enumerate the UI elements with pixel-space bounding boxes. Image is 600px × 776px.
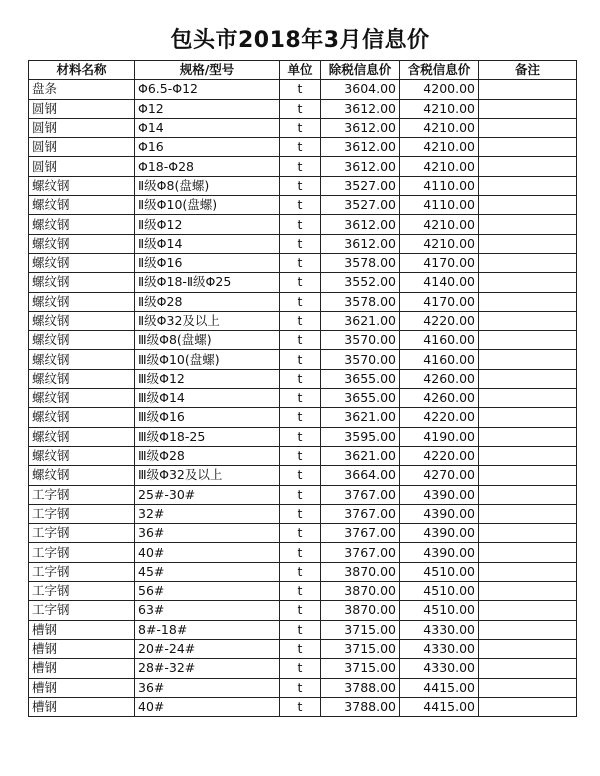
cell-remarks bbox=[479, 639, 577, 658]
cell-material-name: 工字钢 bbox=[29, 582, 135, 601]
cell-material-name: 螺纹钢 bbox=[29, 446, 135, 465]
cell-remarks bbox=[479, 369, 577, 388]
cell-price-excl-tax: 3621.00 bbox=[321, 408, 400, 427]
cell-price-incl-tax: 4390.00 bbox=[400, 524, 479, 543]
cell-price-incl-tax: 4510.00 bbox=[400, 601, 479, 620]
table-row bbox=[29, 389, 577, 408]
cell-price-excl-tax: 3595.00 bbox=[321, 427, 400, 446]
cell-remarks bbox=[479, 485, 577, 504]
cell-material-name: 工字钢 bbox=[29, 524, 135, 543]
cell-remarks bbox=[479, 408, 577, 427]
table-row bbox=[29, 331, 577, 350]
cell-remarks bbox=[479, 311, 577, 330]
cell-spec-model: 20#-24# bbox=[135, 639, 280, 658]
cell-unit: t bbox=[280, 389, 321, 408]
cell-spec-model: Φ12 bbox=[135, 99, 280, 118]
cell-unit: t bbox=[280, 80, 321, 99]
cell-price-excl-tax: 3570.00 bbox=[321, 331, 400, 350]
cell-spec-model: 56# bbox=[135, 582, 280, 601]
cell-unit: t bbox=[280, 292, 321, 311]
cell-unit: t bbox=[280, 118, 321, 137]
cell-material-name: 圆钢 bbox=[29, 157, 135, 176]
table-row bbox=[29, 118, 577, 137]
cell-price-incl-tax: 4220.00 bbox=[400, 408, 479, 427]
cell-material-name: 工字钢 bbox=[29, 543, 135, 562]
cell-price-incl-tax: 4390.00 bbox=[400, 485, 479, 504]
table-row bbox=[29, 253, 577, 272]
header-unit: 单位 bbox=[280, 61, 321, 80]
cell-price-incl-tax: 4510.00 bbox=[400, 582, 479, 601]
cell-price-excl-tax: 3527.00 bbox=[321, 176, 400, 195]
cell-unit: t bbox=[280, 601, 321, 620]
cell-price-excl-tax: 3767.00 bbox=[321, 524, 400, 543]
cell-price-incl-tax: 4110.00 bbox=[400, 176, 479, 195]
cell-unit: t bbox=[280, 176, 321, 195]
cell-price-incl-tax: 4200.00 bbox=[400, 80, 479, 99]
cell-unit: t bbox=[280, 524, 321, 543]
cell-spec-model: 36# bbox=[135, 524, 280, 543]
cell-material-name: 盘条 bbox=[29, 80, 135, 99]
header-price-excl-tax: 除税信息价 bbox=[321, 61, 400, 80]
cell-price-incl-tax: 4160.00 bbox=[400, 331, 479, 350]
cell-spec-model: Ⅲ级Φ12 bbox=[135, 369, 280, 388]
table-row bbox=[29, 369, 577, 388]
cell-price-excl-tax: 3578.00 bbox=[321, 292, 400, 311]
cell-material-name: 螺纹钢 bbox=[29, 292, 135, 311]
cell-price-excl-tax: 3552.00 bbox=[321, 273, 400, 292]
table-row bbox=[29, 311, 577, 330]
cell-material-name: 螺纹钢 bbox=[29, 253, 135, 272]
cell-unit: t bbox=[280, 446, 321, 465]
cell-price-incl-tax: 4260.00 bbox=[400, 369, 479, 388]
table-row bbox=[29, 659, 577, 678]
cell-price-excl-tax: 3870.00 bbox=[321, 582, 400, 601]
cell-spec-model: Φ14 bbox=[135, 118, 280, 137]
cell-price-incl-tax: 4415.00 bbox=[400, 697, 479, 716]
cell-price-incl-tax: 4220.00 bbox=[400, 311, 479, 330]
cell-remarks bbox=[479, 118, 577, 137]
cell-remarks bbox=[479, 389, 577, 408]
cell-price-excl-tax: 3788.00 bbox=[321, 697, 400, 716]
cell-spec-model: 36# bbox=[135, 678, 280, 697]
cell-material-name: 螺纹钢 bbox=[29, 176, 135, 195]
cell-material-name: 工字钢 bbox=[29, 562, 135, 581]
cell-spec-model: Ⅱ级Φ8(盘螺) bbox=[135, 176, 280, 195]
table-row bbox=[29, 678, 577, 697]
cell-material-name: 螺纹钢 bbox=[29, 234, 135, 253]
cell-spec-model: Ⅲ级Φ32及以上 bbox=[135, 466, 280, 485]
cell-price-excl-tax: 3612.00 bbox=[321, 234, 400, 253]
cell-remarks bbox=[479, 524, 577, 543]
cell-spec-model: Ⅱ级Φ18-Ⅱ级Φ25 bbox=[135, 273, 280, 292]
cell-price-excl-tax: 3527.00 bbox=[321, 196, 400, 215]
cell-material-name: 螺纹钢 bbox=[29, 369, 135, 388]
cell-material-name: 圆钢 bbox=[29, 99, 135, 118]
cell-price-excl-tax: 3715.00 bbox=[321, 639, 400, 658]
cell-unit: t bbox=[280, 562, 321, 581]
cell-unit: t bbox=[280, 620, 321, 639]
header-spec-model: 规格/型号 bbox=[135, 61, 280, 80]
header-price-incl-tax: 含税信息价 bbox=[400, 61, 479, 80]
cell-price-incl-tax: 4330.00 bbox=[400, 639, 479, 658]
cell-price-excl-tax: 3612.00 bbox=[321, 99, 400, 118]
cell-material-name: 槽钢 bbox=[29, 639, 135, 658]
cell-material-name: 螺纹钢 bbox=[29, 466, 135, 485]
cell-unit: t bbox=[280, 466, 321, 485]
cell-unit: t bbox=[280, 234, 321, 253]
cell-unit: t bbox=[280, 582, 321, 601]
cell-spec-model: Ⅲ级Φ18-25 bbox=[135, 427, 280, 446]
cell-remarks bbox=[479, 582, 577, 601]
cell-unit: t bbox=[280, 350, 321, 369]
cell-price-excl-tax: 3612.00 bbox=[321, 157, 400, 176]
table-row bbox=[29, 639, 577, 658]
cell-material-name: 工字钢 bbox=[29, 485, 135, 504]
table-row bbox=[29, 466, 577, 485]
table-row bbox=[29, 157, 577, 176]
cell-unit: t bbox=[280, 215, 321, 234]
cell-material-name: 工字钢 bbox=[29, 601, 135, 620]
cell-remarks bbox=[479, 234, 577, 253]
cell-spec-model: Φ6.5-Φ12 bbox=[135, 80, 280, 99]
header-material-name: 材料名称 bbox=[29, 61, 135, 80]
cell-spec-model: Ⅲ级Φ28 bbox=[135, 446, 280, 465]
cell-unit: t bbox=[280, 697, 321, 716]
cell-remarks bbox=[479, 215, 577, 234]
cell-remarks bbox=[479, 620, 577, 639]
cell-unit: t bbox=[280, 369, 321, 388]
cell-remarks bbox=[479, 466, 577, 485]
table-header-row bbox=[29, 61, 577, 80]
cell-unit: t bbox=[280, 331, 321, 350]
cell-price-incl-tax: 4160.00 bbox=[400, 350, 479, 369]
cell-price-incl-tax: 4190.00 bbox=[400, 427, 479, 446]
cell-remarks bbox=[479, 678, 577, 697]
table-row bbox=[29, 292, 577, 311]
cell-spec-model: 25#-30# bbox=[135, 485, 280, 504]
cell-price-incl-tax: 4330.00 bbox=[400, 659, 479, 678]
cell-unit: t bbox=[280, 678, 321, 697]
cell-price-excl-tax: 3767.00 bbox=[321, 504, 400, 523]
cell-remarks bbox=[479, 138, 577, 157]
cell-spec-model: 32# bbox=[135, 504, 280, 523]
cell-unit: t bbox=[280, 273, 321, 292]
cell-price-excl-tax: 3870.00 bbox=[321, 562, 400, 581]
cell-spec-model: Ⅲ级Φ14 bbox=[135, 389, 280, 408]
cell-price-excl-tax: 3664.00 bbox=[321, 466, 400, 485]
cell-remarks bbox=[479, 273, 577, 292]
cell-spec-model: Ⅱ级Φ14 bbox=[135, 234, 280, 253]
table-row bbox=[29, 99, 577, 118]
cell-unit: t bbox=[280, 138, 321, 157]
cell-price-incl-tax: 4210.00 bbox=[400, 138, 479, 157]
table-row bbox=[29, 196, 577, 215]
table-body bbox=[29, 80, 577, 717]
header-remarks: 备注 bbox=[479, 61, 577, 80]
page-title: 包头市2018年3月信息价 bbox=[170, 28, 430, 53]
cell-material-name: 螺纹钢 bbox=[29, 196, 135, 215]
cell-price-incl-tax: 4330.00 bbox=[400, 620, 479, 639]
cell-remarks bbox=[479, 176, 577, 195]
cell-unit: t bbox=[280, 196, 321, 215]
table-row bbox=[29, 601, 577, 620]
cell-price-excl-tax: 3715.00 bbox=[321, 659, 400, 678]
cell-price-excl-tax: 3612.00 bbox=[321, 138, 400, 157]
cell-price-incl-tax: 4260.00 bbox=[400, 389, 479, 408]
cell-price-incl-tax: 4210.00 bbox=[400, 157, 479, 176]
cell-price-excl-tax: 3870.00 bbox=[321, 601, 400, 620]
cell-material-name: 螺纹钢 bbox=[29, 311, 135, 330]
table-row bbox=[29, 524, 577, 543]
cell-unit: t bbox=[280, 157, 321, 176]
cell-remarks bbox=[479, 543, 577, 562]
cell-price-incl-tax: 4210.00 bbox=[400, 234, 479, 253]
cell-remarks bbox=[479, 331, 577, 350]
cell-price-incl-tax: 4170.00 bbox=[400, 253, 479, 272]
cell-spec-model: 40# bbox=[135, 697, 280, 716]
cell-remarks bbox=[479, 427, 577, 446]
cell-remarks bbox=[479, 196, 577, 215]
cell-spec-model: 40# bbox=[135, 543, 280, 562]
cell-spec-model: Φ18-Φ28 bbox=[135, 157, 280, 176]
cell-spec-model: 63# bbox=[135, 601, 280, 620]
cell-remarks bbox=[479, 562, 577, 581]
cell-spec-model: 45# bbox=[135, 562, 280, 581]
cell-price-incl-tax: 4140.00 bbox=[400, 273, 479, 292]
cell-price-excl-tax: 3767.00 bbox=[321, 485, 400, 504]
cell-unit: t bbox=[280, 504, 321, 523]
cell-unit: t bbox=[280, 543, 321, 562]
cell-price-incl-tax: 4210.00 bbox=[400, 99, 479, 118]
cell-unit: t bbox=[280, 99, 321, 118]
cell-remarks bbox=[479, 80, 577, 99]
cell-material-name: 工字钢 bbox=[29, 504, 135, 523]
cell-price-excl-tax: 3578.00 bbox=[321, 253, 400, 272]
cell-price-excl-tax: 3570.00 bbox=[321, 350, 400, 369]
cell-material-name: 槽钢 bbox=[29, 697, 135, 716]
cell-price-excl-tax: 3655.00 bbox=[321, 389, 400, 408]
cell-remarks bbox=[479, 350, 577, 369]
cell-price-excl-tax: 3655.00 bbox=[321, 369, 400, 388]
cell-spec-model: Ⅲ级Φ10(盘螺) bbox=[135, 350, 280, 369]
table-row bbox=[29, 582, 577, 601]
cell-price-incl-tax: 4270.00 bbox=[400, 466, 479, 485]
cell-unit: t bbox=[280, 253, 321, 272]
cell-unit: t bbox=[280, 485, 321, 504]
cell-price-excl-tax: 3715.00 bbox=[321, 620, 400, 639]
cell-price-excl-tax: 3621.00 bbox=[321, 311, 400, 330]
cell-price-excl-tax: 3612.00 bbox=[321, 215, 400, 234]
cell-material-name: 螺纹钢 bbox=[29, 350, 135, 369]
table-row bbox=[29, 80, 577, 99]
cell-unit: t bbox=[280, 427, 321, 446]
cell-price-excl-tax: 3788.00 bbox=[321, 678, 400, 697]
table-row bbox=[29, 543, 577, 562]
cell-spec-model: Ⅲ级Φ16 bbox=[135, 408, 280, 427]
cell-unit: t bbox=[280, 311, 321, 330]
cell-price-excl-tax: 3767.00 bbox=[321, 543, 400, 562]
cell-material-name: 槽钢 bbox=[29, 678, 135, 697]
table-row bbox=[29, 234, 577, 253]
table-row bbox=[29, 176, 577, 195]
cell-spec-model: 28#-32# bbox=[135, 659, 280, 678]
table-row bbox=[29, 446, 577, 465]
cell-material-name: 螺纹钢 bbox=[29, 408, 135, 427]
table-row bbox=[29, 215, 577, 234]
cell-unit: t bbox=[280, 408, 321, 427]
cell-spec-model: Ⅱ级Φ16 bbox=[135, 253, 280, 272]
cell-unit: t bbox=[280, 659, 321, 678]
cell-material-name: 圆钢 bbox=[29, 118, 135, 137]
cell-spec-model: 8#-18# bbox=[135, 620, 280, 639]
cell-price-excl-tax: 3604.00 bbox=[321, 80, 400, 99]
cell-price-incl-tax: 4390.00 bbox=[400, 543, 479, 562]
table-row bbox=[29, 620, 577, 639]
cell-remarks bbox=[479, 253, 577, 272]
cell-price-incl-tax: 4110.00 bbox=[400, 196, 479, 215]
cell-spec-model: Ⅲ级Φ8(盘螺) bbox=[135, 331, 280, 350]
cell-spec-model: Ⅱ级Φ28 bbox=[135, 292, 280, 311]
cell-spec-model: Φ16 bbox=[135, 138, 280, 157]
cell-spec-model: Ⅱ级Φ10(盘螺) bbox=[135, 196, 280, 215]
cell-price-incl-tax: 4170.00 bbox=[400, 292, 479, 311]
table-row bbox=[29, 273, 577, 292]
cell-remarks bbox=[479, 697, 577, 716]
cell-remarks bbox=[479, 99, 577, 118]
cell-price-incl-tax: 4510.00 bbox=[400, 562, 479, 581]
cell-remarks bbox=[479, 601, 577, 620]
cell-material-name: 螺纹钢 bbox=[29, 427, 135, 446]
table-row bbox=[29, 562, 577, 581]
cell-price-excl-tax: 3621.00 bbox=[321, 446, 400, 465]
cell-material-name: 螺纹钢 bbox=[29, 331, 135, 350]
table-row bbox=[29, 427, 577, 446]
cell-remarks bbox=[479, 446, 577, 465]
table-row bbox=[29, 485, 577, 504]
cell-unit: t bbox=[280, 639, 321, 658]
cell-material-name: 螺纹钢 bbox=[29, 273, 135, 292]
price-table bbox=[28, 60, 577, 717]
cell-material-name: 槽钢 bbox=[29, 620, 135, 639]
cell-spec-model: Ⅱ级Φ32及以上 bbox=[135, 311, 280, 330]
cell-price-incl-tax: 4210.00 bbox=[400, 215, 479, 234]
cell-remarks bbox=[479, 659, 577, 678]
cell-material-name: 圆钢 bbox=[29, 138, 135, 157]
cell-remarks bbox=[479, 292, 577, 311]
cell-price-excl-tax: 3612.00 bbox=[321, 118, 400, 137]
table-row bbox=[29, 697, 577, 716]
cell-price-incl-tax: 4220.00 bbox=[400, 446, 479, 465]
cell-spec-model: Ⅱ级Φ12 bbox=[135, 215, 280, 234]
cell-price-incl-tax: 4390.00 bbox=[400, 504, 479, 523]
cell-material-name: 螺纹钢 bbox=[29, 215, 135, 234]
table-row bbox=[29, 504, 577, 523]
cell-price-incl-tax: 4210.00 bbox=[400, 118, 479, 137]
cell-remarks bbox=[479, 504, 577, 523]
cell-material-name: 槽钢 bbox=[29, 659, 135, 678]
cell-material-name: 螺纹钢 bbox=[29, 389, 135, 408]
cell-remarks bbox=[479, 157, 577, 176]
cell-price-incl-tax: 4415.00 bbox=[400, 678, 479, 697]
table-row bbox=[29, 138, 577, 157]
table-row bbox=[29, 350, 577, 369]
table-row bbox=[29, 408, 577, 427]
